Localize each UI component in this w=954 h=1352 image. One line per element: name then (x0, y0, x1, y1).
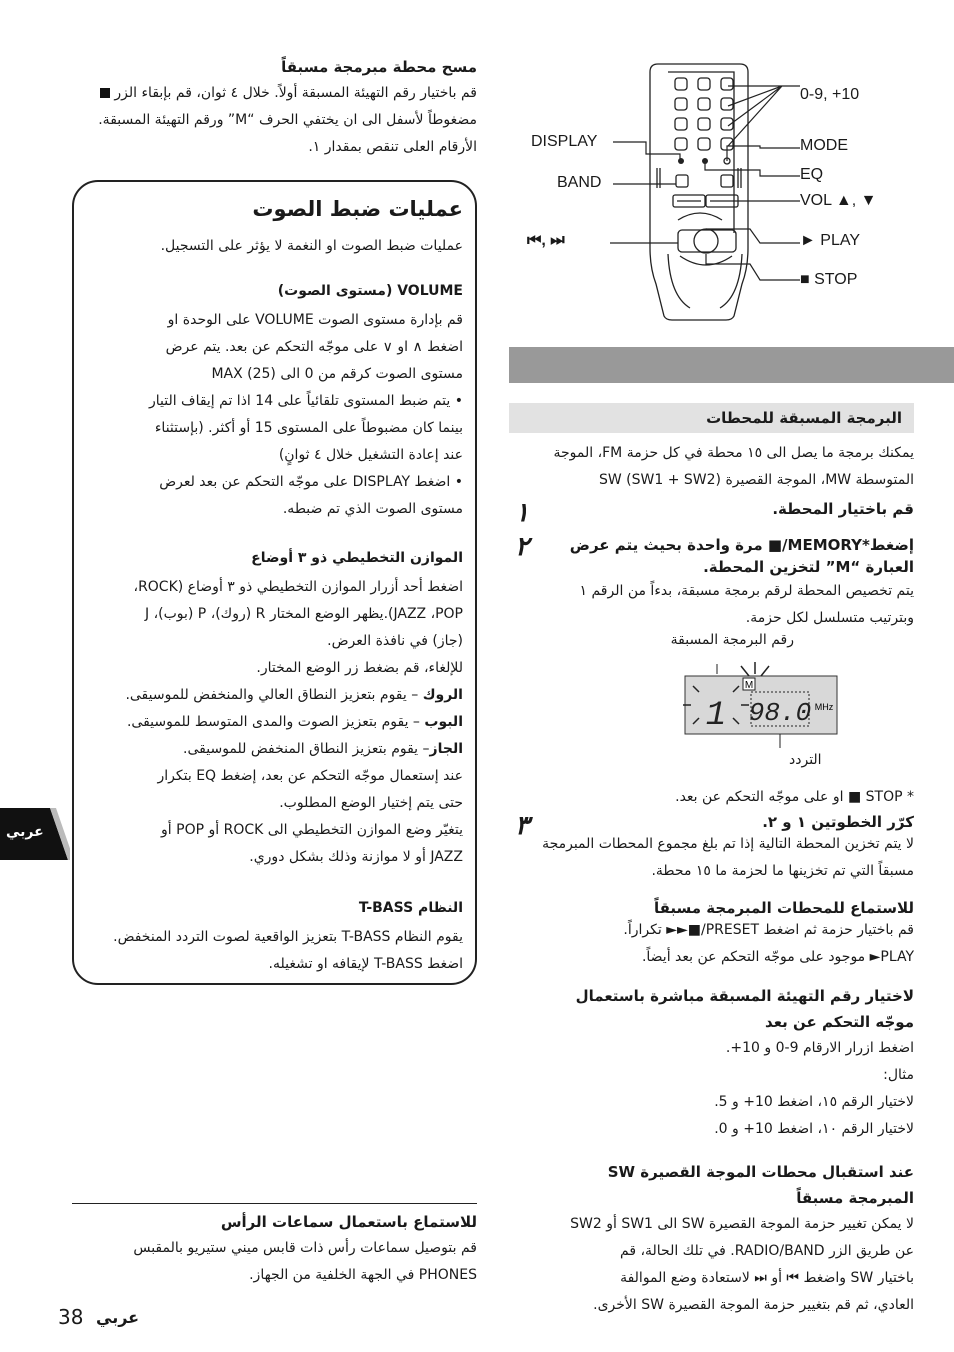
label-skip: ⏮, ⏭ (527, 232, 565, 249)
label-play: ► PLAY (800, 232, 861, 249)
eq-line: للإلغاء، قم بضغط زر الوضع المختار. (256, 660, 463, 676)
listen-preset-line: PLAY► موجود على موجّه التحكم عن بعد أيضاً. (641, 949, 914, 965)
clear-preset-line-2: مضغوطاً لأسفل الى ان يختفي الحرف “M” ورقم التهيئة المسبقة. (98, 112, 477, 128)
clear-preset-line-1: قم باختيار رقم التهيئة المسبقة أولاً. خلال ٤ ثوان، قم بإبقاء الزر (114, 85, 477, 101)
eq-line: اضغط أحد أزرار الموازن التخطيطي ذو ٣ أوضاع (ROCK، (133, 579, 463, 595)
direct-select-line: مثال: (883, 1067, 914, 1083)
step-2 (509, 534, 914, 632)
lcd-illustration (509, 632, 914, 784)
lcd-display (679, 648, 844, 758)
section-band (509, 347, 954, 383)
preset-section (509, 440, 914, 1319)
listen-preset-line: قم باختيار حزمة ثم اضغط PRESET/■►► تكراراً. (623, 922, 914, 938)
label-display: DISPLAY (531, 133, 598, 150)
page-number: 38 (58, 1305, 84, 1329)
sw-heading: عند استقبال محطات الموجة القصيرة SW (607, 1163, 914, 1181)
stop-note: * STOP ■ او على موجّه التحكم عن بعد. (675, 789, 914, 805)
preset-intro: يمكنك برمجة ما يصل الى ١٥ محطة في كل حزمة FM، الموجة (553, 445, 914, 461)
step-line: مسبقاً التي تم تخزينها ما لحزمة ما ١٥ محطة. (651, 863, 914, 879)
sound-adjust-intro: عمليات ضبط الصوت او النغمة لا يؤثر على التسجيل. (160, 238, 463, 254)
tbass-line: يقوم النظام T-BASS بتعزيز الواقعية لصوت التردد المنخفض. (113, 929, 463, 945)
clear-preset-line-3: الأرقام العلى تنقص بمقدار ١. (308, 139, 477, 155)
eq-after-line: حتى يتم إختيار الوضع المطلوب. (279, 795, 463, 811)
eq-after-line: عند إستعمال موجّه التحكم عن بعد، إضغط EQ بتكرار (157, 768, 463, 784)
label-digit-keys: 0-9, +10 (800, 86, 860, 103)
sw-line: باختيار SW واضغط ⏮ أو ⏭ لاستعادة وضع الموالفة (620, 1270, 914, 1286)
clear-preset-heading: مسح محطة مبرمجة مسبقاً (281, 58, 477, 76)
side-tab-label: عربي (6, 824, 44, 840)
eq-after-line: يتغيّر وضع الموازن التخطيطي الى ROCK أو POP أو (161, 822, 463, 838)
label-band: BAND (557, 174, 602, 191)
volume-notes (92, 388, 463, 523)
step-line: يتم تخصيص المحطة لرقم برمجة مسبقة، بدءاً من الرقم ١ (579, 583, 914, 599)
sw-heading-2: المبرمجة مسبقاً (796, 1189, 914, 1207)
step-title: إضغط*MEMORY/■ مرة واحدة بحيث يتم عرض (569, 536, 914, 554)
preset-number-label: رقم البرمجة المسبقة (670, 632, 794, 648)
frequency-unit: MHz (814, 702, 834, 712)
direct-select-heading-2: موجّه التحكم عن بعد (765, 1013, 914, 1031)
eq-heading: الموازن التخطيطي ذو ٣ أوضاع (251, 550, 463, 566)
step-number: ٢ (515, 532, 529, 562)
label-vol: VOL ▲, ▼ (800, 192, 877, 209)
label-eq: EQ (800, 166, 824, 183)
divider (72, 1203, 477, 1204)
step-number: ٣ (515, 811, 529, 841)
label-mode: MODE (800, 137, 848, 154)
headphones-section (72, 1213, 477, 1289)
tbass-line: اضغط T-BASS لإيقافه او تشغيله. (268, 956, 463, 972)
eq-mode-jazz: الجاز– يقوم بتعزيز النطاق المنخفض للموسيقى. (183, 741, 463, 757)
step-line: وبترتيب متسلسل لكل حزمة. (745, 610, 914, 626)
preset-digit: 1 (705, 697, 727, 735)
sound-adjust-box (72, 180, 477, 985)
step-title: قم باختيار المحطة. (772, 500, 914, 518)
page-language: عربي (96, 1308, 140, 1327)
direct-select-line: اضغط ازرار الارقام 9-0 و 10+. (725, 1040, 914, 1056)
step-number: ١ (515, 498, 529, 528)
direct-select-line: لاختيار الرقم ١٠، اضغط 10+ و 0. (714, 1121, 914, 1137)
direct-select-heading: لاختيار رقم التهيئة المسبقة مباشرة باستعمال (575, 987, 914, 1005)
eq-line: JAZZ ،POP).يظهر الوضع المختار R (روك)، P (بوب)، J (145, 606, 463, 622)
step-3 (509, 813, 914, 885)
language-side-tab (0, 808, 70, 860)
preset-intro: المتوسطة MW، الموجة القصيرة SW (SW1 + SW2) (598, 472, 914, 488)
headphones-line: قم بتوصيل سماعات رأس ذات قابس ميني ستيريو بالمقبس (133, 1240, 477, 1256)
eq-mode-rock: الروك – يقوم بتعزيز النطاق العالي والمنخفض للموسيقى. (125, 687, 463, 703)
eq-mode-pop: البوب – يقوم بتعزيز الصوت والمدى المتوسط للموسيقى. (126, 714, 463, 730)
label-stop: ■ STOP (800, 271, 858, 288)
volume-line: اضغط ∧ او ∨ على موجّه التحكم عن بعد. يتم عرض (165, 339, 463, 355)
volume-note-2: • اضغط DISPLAY على موجّه التحكم عن بعد لعرض مستوى الصوت الذي تم ضبطه. (92, 469, 463, 523)
volume-line: قم بإدارة مستوى الصوت VOLUME على الوحدة او (167, 312, 463, 328)
step-title-2: العبارة “M” لتخزين المحطة. (703, 558, 914, 576)
step-title: كرّر الخطوتين ١ و ٢. (762, 813, 914, 831)
step-line: لا يتم تخزين المحطة التالية إذا تم بلغ مجموع المحطات المبرمجة (542, 836, 914, 852)
memory-badge: M (744, 680, 754, 691)
preset-heading: البرمجة المسبقة للمحطات (509, 403, 914, 433)
volume-note-1: • يتم ضبط المستوى تلقائياً على 14 اذا تم إيقاف التيار بينما كان مضبوطاً على المستوى 15 أو أكثر. (بإستثناء عند إعادة التشغيل خلال ٤ ثوانٍ) (92, 388, 463, 469)
volume-line: مستوى الصوت كرقم من 0 الى MAX (25) (211, 366, 463, 382)
tbass-heading: النظام T-BASS (358, 900, 463, 916)
frequency-label: التردد (789, 752, 822, 768)
sw-line: لا يمكن تغيير حزمة الموجة القصيرة SW الى SW1 أو SW2 (570, 1216, 914, 1232)
sw-line: عن طريق الزر RADIO/BAND. في تلك الحالة، قم (620, 1243, 914, 1259)
sound-adjust-title: عمليات ضبط الصوت (252, 197, 463, 221)
listen-preset-heading: للاستماع للمحطات المبرمجة مسبقاً (653, 899, 914, 917)
direct-select-line: لاختيار الرقم ١٥، اضغط 10+ و 5. (714, 1094, 914, 1110)
eq-line: (جاز) في نافذة العرض. (327, 633, 463, 649)
frequency-readout: 98.0 (748, 698, 812, 728)
remote-control-illustration (520, 58, 940, 328)
sw-line: العادي، ثم قم بتغيير حزمة الموجة القصيرة SW الأخرى. (593, 1297, 914, 1313)
eq-after-line: JAZZ أو لا موازنة وذلك بشكل دوري. (249, 849, 463, 865)
volume-heading: VOLUME (مستوى الصوت) (277, 283, 463, 299)
stop-square-icon (100, 88, 110, 98)
step-1 (509, 500, 914, 526)
headphones-line: PHONES في الجهة الخلفية من الجهاز. (249, 1267, 477, 1283)
clear-preset-section (72, 58, 477, 161)
headphones-heading: للاستماع باستعمال سماعات الرأس (220, 1213, 477, 1231)
